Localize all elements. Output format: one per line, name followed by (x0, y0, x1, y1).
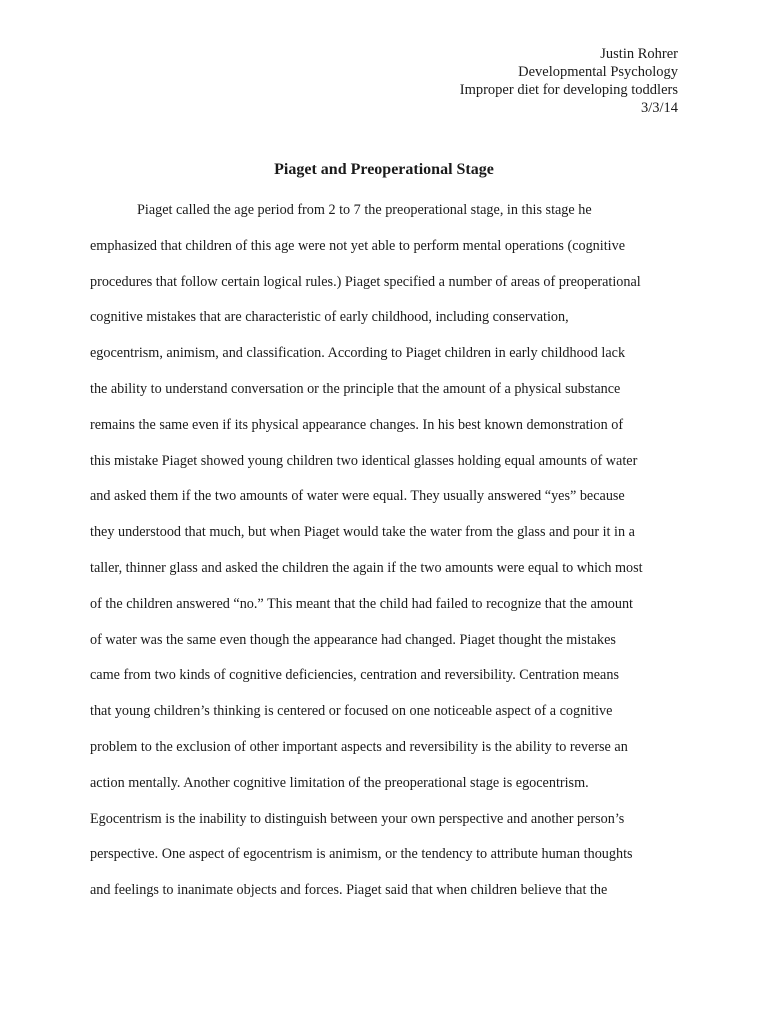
body-line: taller, thinner glass and asked the children the again if the two amounts were equal to which most (90, 560, 643, 576)
body-line: procedures that follow certain logical rules.) Piaget specified a number of areas of preoperational (90, 273, 641, 290)
body-line: problem to the exclusion of other important aspects and reversibility is the ability to reverse an (90, 739, 628, 755)
body-line: action mentally. Another cognitive limitation of the preoperational stage is egocentrism. (90, 774, 589, 791)
course-name: Developmental Psychology (518, 64, 678, 80)
body-line: Egocentrism is the inability to distinguish between your own perspective and another person’s (90, 810, 625, 827)
header-block (460, 45, 678, 117)
body-line: they understood that much, but when Piaget would take the water from the glass and pour it in a (90, 524, 635, 541)
body-line: this mistake Piaget showed young children two identical glasses holding equal amounts of water (90, 452, 638, 469)
body-line: and feelings to inanimate objects and forces. Piaget said that when children believe that the (90, 882, 608, 899)
paper-date: 3/3/14 (640, 100, 678, 116)
body-line: of water was the same even though the appearance had changed. Piaget thought the mistakes (90, 631, 616, 648)
author-name: Justin Rohrer (600, 46, 678, 62)
body-line: and asked them if the two amounts of water were equal. They usually answered “yes” because (90, 488, 625, 505)
body-line: egocentrism, animism, and classification. According to Piaget children in early childhood lack (90, 345, 626, 362)
body-line: emphasized that children of this age were not yet able to perform mental operations (cognitive (90, 237, 625, 254)
body-line: came from two kinds of cognitive deficiencies, centration and reversibility. Centration means (90, 667, 619, 684)
body-line: Piaget called the age period from 2 to 7 the preoperational stage, in this stage he (137, 202, 592, 218)
paper-topic: Improper diet for developing toddlers (459, 82, 678, 98)
body-line: remains the same even if its physical appearance changes. In his best known demonstration of (90, 416, 624, 433)
body-line: that young children’s thinking is centered or focused on one noticeable aspect of a cognitive (90, 703, 613, 720)
body-line: of the children answered “no.” This meant that the child had failed to recognize that the amount (90, 595, 634, 612)
body-line: the ability to understand conversation or the principle that the amount of a physical substance (90, 381, 621, 397)
body-line: perspective. One aspect of egocentrism is animism, or the tendency to attribute human thoughts (90, 846, 633, 863)
document-title: Piaget and Preoperational Stage (274, 161, 494, 178)
body-line: cognitive mistakes that are characteristic of early childhood, including conservation, (90, 309, 569, 326)
